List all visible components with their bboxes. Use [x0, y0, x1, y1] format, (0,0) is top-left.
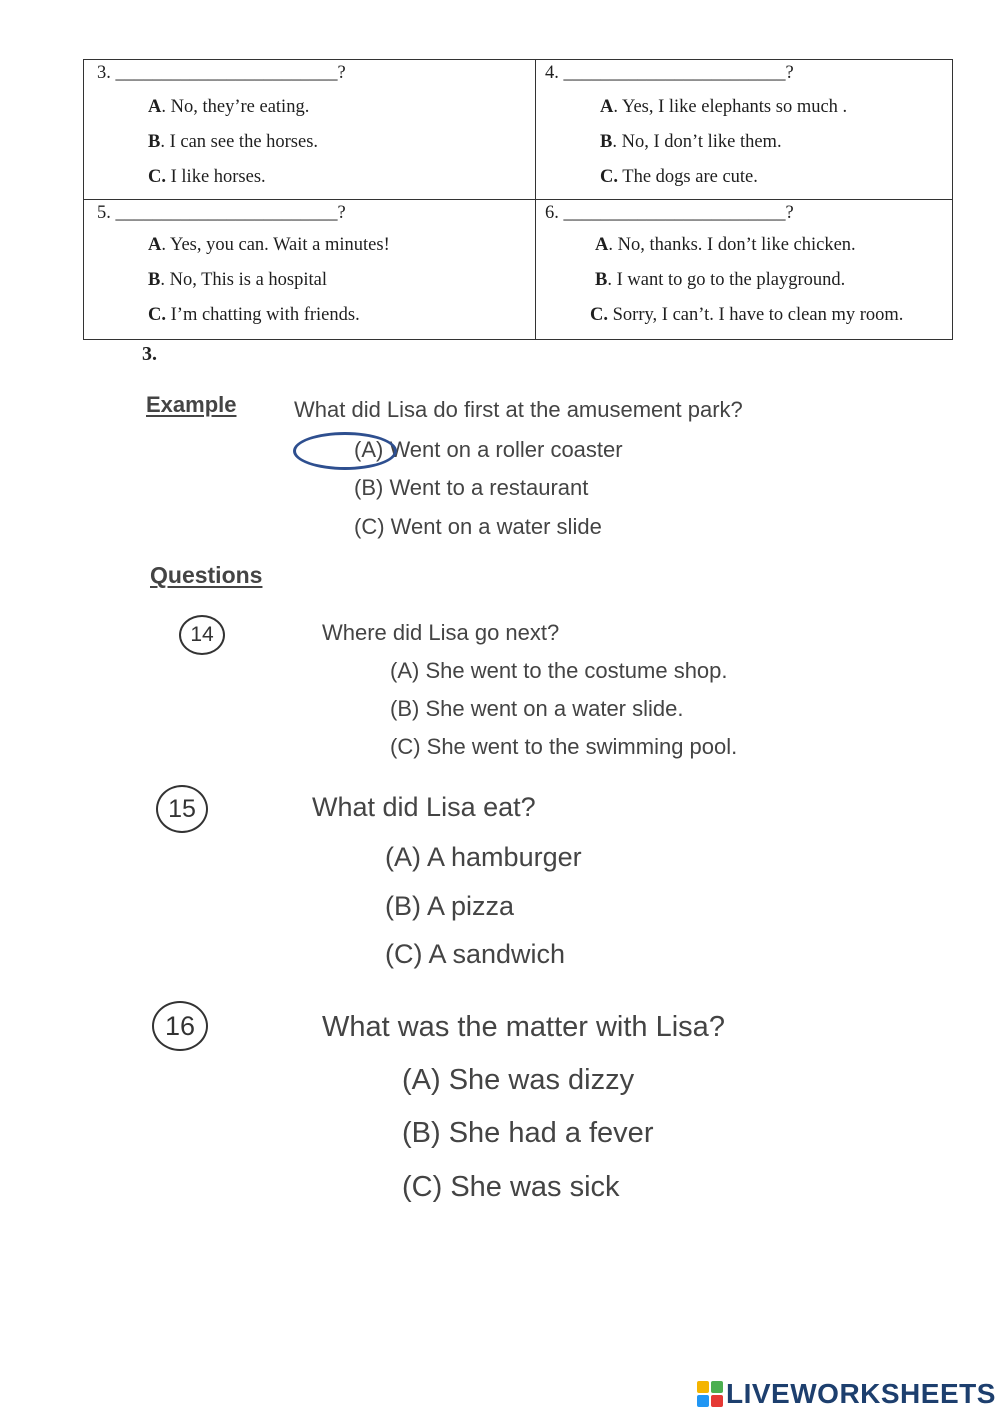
- option-b: B. I want to go to the playground.: [595, 270, 846, 290]
- question-line: 6. ________________________?: [545, 203, 794, 223]
- question-number-badge: 14: [179, 615, 225, 655]
- question-text: What was the matter with Lisa?: [322, 1011, 725, 1043]
- question-option-b: (B) She went on a water slide.: [390, 696, 684, 721]
- questions-label: Questions: [150, 562, 263, 588]
- table-cell-q5: [84, 200, 536, 340]
- option-a: A. Yes, I like elephants so much .: [600, 97, 848, 117]
- table-cell-q6: [536, 200, 953, 340]
- option-c: C. I’m chatting with friends.: [148, 305, 360, 325]
- question-option-c: (C) A sandwich: [385, 939, 566, 969]
- option-a: A. Yes, you can. Wait a minutes!: [148, 235, 390, 255]
- example-option-b: (B) Went to a restaurant: [354, 475, 589, 500]
- option-c: C. I like horses.: [148, 167, 266, 187]
- question-number-badge: 15: [156, 785, 208, 833]
- table-cell-q3: [84, 60, 536, 200]
- option-c: C. Sorry, I can’t. I have to clean my room.: [590, 305, 904, 325]
- question-option-a: (A) She went to the costume shop.: [390, 658, 728, 683]
- question-option-b: (B) She had a fever: [402, 1117, 654, 1149]
- question-text: Where did Lisa go next?: [322, 620, 560, 645]
- section-number: 3.: [142, 343, 157, 365]
- question-option-a: (A) A hamburger: [385, 842, 582, 872]
- example-question: What did Lisa do first at the amusement park?: [294, 397, 743, 422]
- question-number-badge: 16: [152, 1001, 208, 1051]
- table-cell-q4: [536, 60, 953, 200]
- question-line: 3. ________________________?: [97, 63, 346, 83]
- example-option-c: (C) Went on a water slide: [354, 514, 602, 539]
- option-a: A. No, thanks. I don’t like chicken.: [595, 235, 856, 255]
- option-a: A. No, they’re eating.: [148, 97, 310, 117]
- logo-text: LIVEWORKSHEETS: [726, 1378, 996, 1409]
- example-label: Example: [146, 392, 237, 417]
- example-option-a: (A) Went on a roller coaster: [354, 437, 623, 462]
- logo-icon: [697, 1381, 723, 1407]
- question-text: What did Lisa eat?: [312, 792, 536, 822]
- option-b: B. No, This is a hospital: [148, 270, 328, 290]
- option-b: B. No, I don’t like them.: [600, 132, 782, 152]
- question-line: 5. ________________________?: [97, 203, 346, 223]
- question-option-c: (C) She was sick: [402, 1171, 620, 1203]
- liveworksheets-logo: [697, 1378, 996, 1410]
- question-line: 4. ________________________?: [545, 63, 794, 83]
- question-option-b: (B) A pizza: [385, 891, 515, 921]
- option-b: B. I can see the horses.: [148, 132, 319, 152]
- answer-circle-mark: [293, 432, 397, 470]
- answer-table: [83, 59, 953, 340]
- question-option-c: (C) She went to the swimming pool.: [390, 734, 738, 759]
- question-option-a: (A) She was dizzy: [402, 1064, 635, 1096]
- option-c: C. The dogs are cute.: [600, 167, 758, 187]
